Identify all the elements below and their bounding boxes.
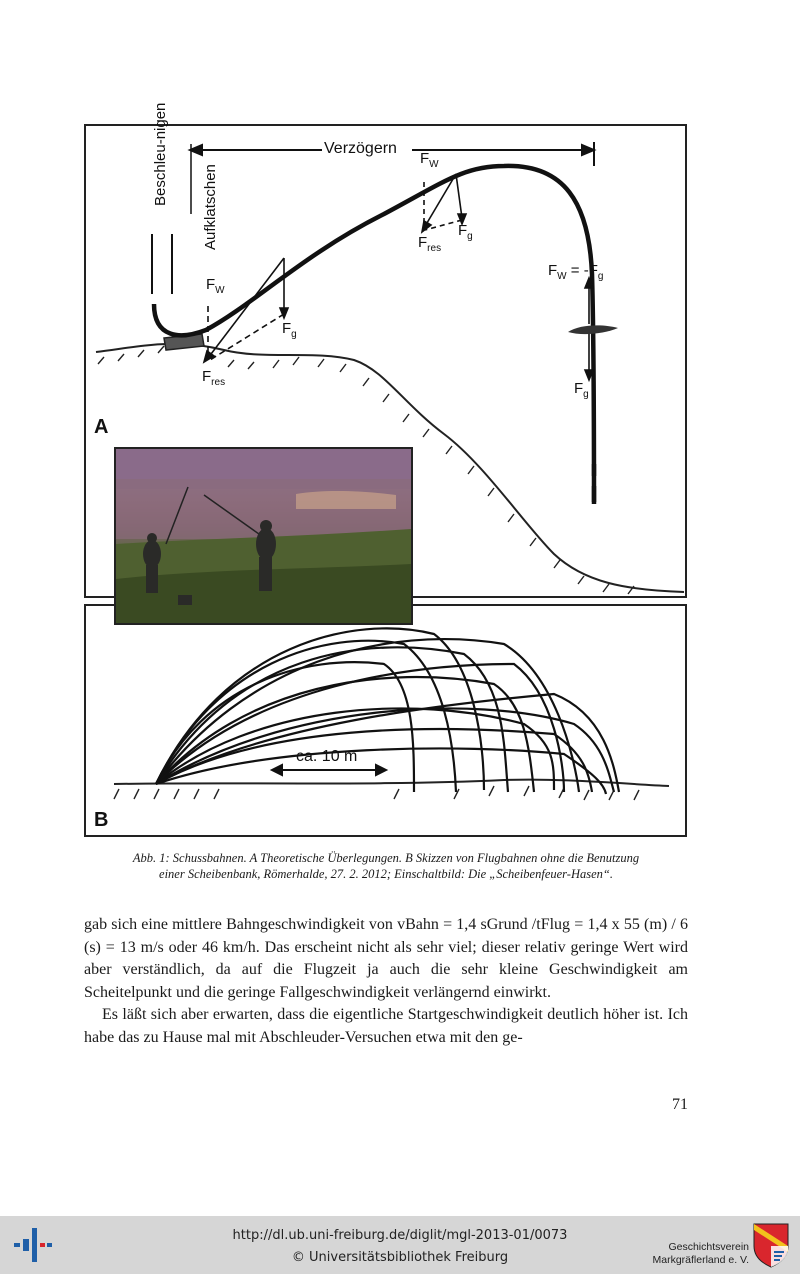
panel-b-frame xyxy=(85,605,686,836)
fres-label-launch: $F_{res}$ xyxy=(202,368,226,388)
fw-label-launch: $F_W$ xyxy=(206,276,225,296)
paragraph-1: gab sich eine mittlere Bahngeschwindigkeit von vBahn = 1,4 sGrund /tFlug = 1,4 x 55 (m) / 6 (s) = 13 m/s oder 46 km/h. Das erscheint nicht als sehr viel; dieser relativ geringe Wert wird aber verständlich, da auf die Flugzeit ja auch die sehr kleine Geschwindigkeit am Scheitelpunkt und die geringe Fallgeschwindigkeit verlängernd einwirkt. xyxy=(84,916,688,1001)
ground-b-hatching xyxy=(114,786,639,800)
body-text xyxy=(84,914,688,1049)
footer-url-link[interactable]: http://dl.ub.uni-freiburg.de/diglit/mgl-2013-01/0073 xyxy=(232,1228,568,1243)
society-crest-icon xyxy=(752,1222,790,1268)
footer-bar xyxy=(0,1216,800,1274)
beschleunigen-label: Beschleu-nigen xyxy=(152,102,169,206)
page-number: 71 xyxy=(672,1096,688,1113)
distance-arrow xyxy=(272,765,386,775)
distance-label: ca. 10 m xyxy=(296,748,358,765)
society-name-line-2: Markgräflerland e. V. xyxy=(652,1254,749,1266)
ground-b xyxy=(114,780,669,786)
panel-a-label: A xyxy=(94,416,109,438)
caption-line-1: Abb. 1: Schussbahnen. A Theoretische Überlegungen. B Skizzen von Flugbahnen ohne die Benutzung xyxy=(132,851,640,865)
panel-b-label: B xyxy=(94,809,109,831)
fg-label-fall: $F_g$ xyxy=(574,380,589,400)
figure-caption xyxy=(84,850,688,882)
force-vectors-launch xyxy=(204,258,288,362)
paragraph-2: Es läßt sich aber erwarten, dass die eigentliche Startgeschwindigkeit deutlich höher ist. Ich habe das zu Hause mal mit Abschleuder-Versuchen etwa mit den ge- xyxy=(84,1006,688,1046)
aufklatschen-label: Aufklatschen xyxy=(202,164,219,250)
inset-photo xyxy=(114,447,413,625)
society-name-line-1: Geschichtsverein xyxy=(668,1241,749,1253)
falling-disc xyxy=(568,325,618,334)
bracket xyxy=(152,234,172,294)
footer-society xyxy=(633,1241,749,1267)
fg-label-launch: $F_g$ xyxy=(282,320,297,340)
inset-photo-scene xyxy=(116,449,411,623)
caption-line-2: einer Scheibenbank, Römerhalde, 27. 2. 2012; Einschaltbild: Die „Scheibenfeuer-Hasen“. xyxy=(159,867,613,881)
flight-paths xyxy=(156,628,619,794)
verzoegern-label: Verzögern xyxy=(324,140,397,157)
fg-label-apex: $F_g$ xyxy=(458,222,473,242)
fres-label-apex: $F_{res}$ xyxy=(418,234,442,254)
fw-equals-fg-label: $F_W = -F_g$ xyxy=(548,262,604,282)
footer-copyright: © Universitätsbibliothek Freiburg xyxy=(291,1250,509,1265)
fw-label-apex: $F_W$ xyxy=(420,150,439,170)
